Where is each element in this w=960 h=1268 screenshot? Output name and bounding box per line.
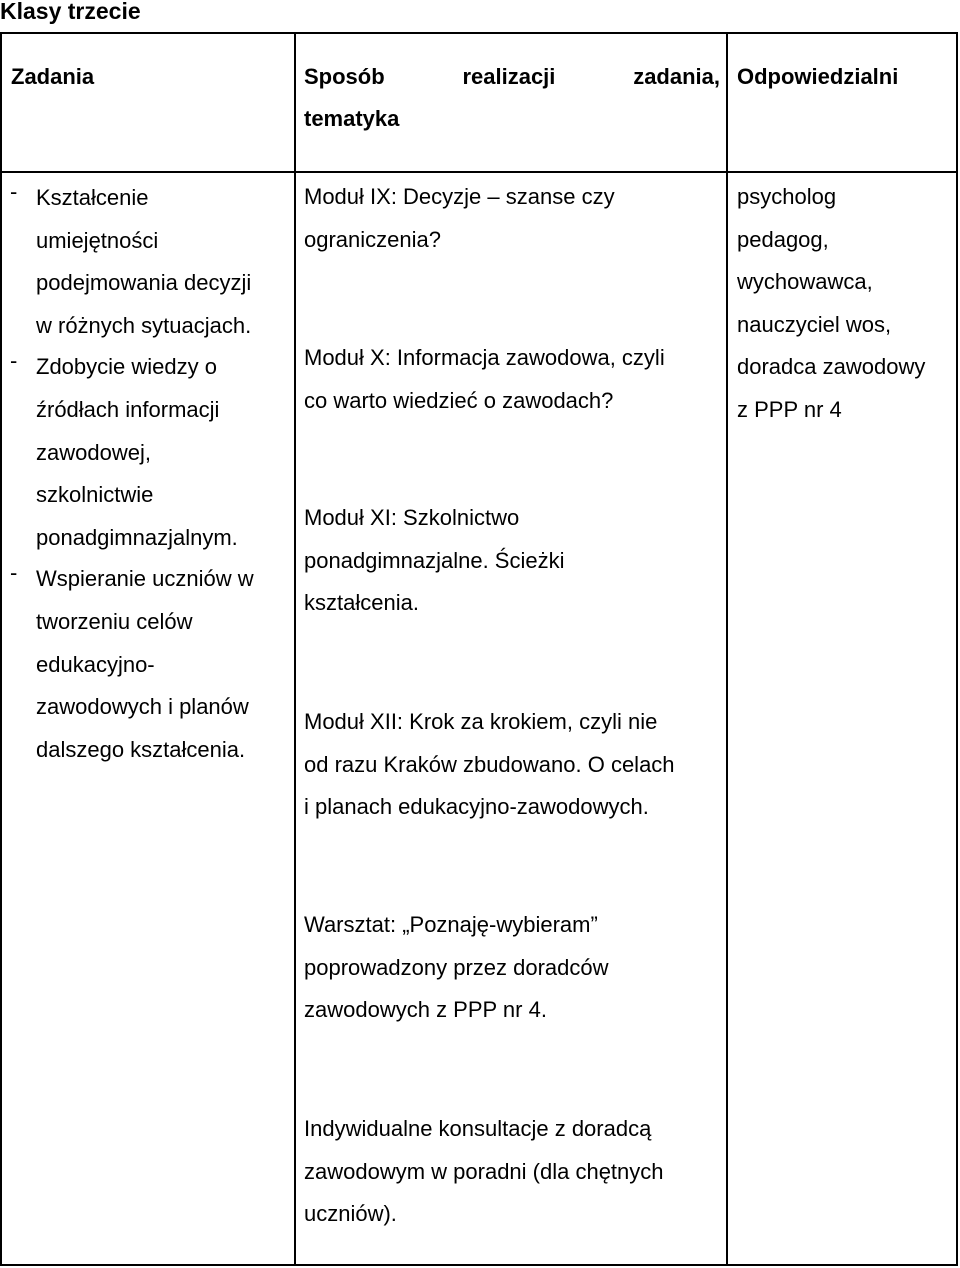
task-line: w różnych sytuacjach.: [36, 312, 252, 338]
header-method-word-2: realizacji: [462, 64, 556, 89]
workshop-line: zawodowych z PPP nr 4.: [304, 997, 547, 1023]
task-line: ponadgimnazjalnym.: [36, 524, 238, 550]
module-line: Moduł IX: Decyzje – szanse czy: [304, 184, 615, 209]
task-line: - Zdobycie wiedzy o: [36, 346, 254, 389]
task-line: - Wspieranie uczniów w: [36, 558, 254, 601]
responsible-line: wychowawca,: [737, 269, 873, 295]
individual-consultations: [304, 1108, 664, 1236]
workshop-line: Warsztat: „Poznaję-wybieram”: [304, 912, 598, 937]
responsible-cell: [737, 176, 925, 432]
task-line: źródłach informacji: [36, 396, 220, 422]
header-method: [304, 56, 720, 140]
workshop: [304, 904, 609, 1032]
responsible-line: z PPP nr 4: [737, 396, 842, 422]
bullet-dash: -: [10, 179, 18, 204]
task-line: zawodowych i planów: [36, 694, 249, 720]
column-divider-2: [726, 32, 728, 1266]
module-line: co warto wiedzieć o zawodach?: [304, 387, 614, 413]
consultation-line: uczniów).: [304, 1201, 397, 1227]
task-line: edukacyjno-: [36, 651, 155, 677]
module-line: od razu Kraków zbudowano. O celach: [304, 751, 675, 777]
module-line: Moduł XII: Krok za krokiem, czyli nie: [304, 709, 658, 734]
module-xi: [304, 497, 565, 625]
header-responsible: Odpowiedzialni: [737, 64, 899, 89]
module-line: Moduł XI: Szkolnictwo: [304, 505, 520, 530]
task-item: [10, 558, 254, 771]
module-x: [304, 337, 665, 422]
responsible-line: nauczyciel wos,: [737, 311, 892, 337]
task-item: [10, 177, 254, 347]
task-line: dalszego kształcenia.: [36, 736, 246, 762]
column-divider-1: [294, 32, 296, 1266]
module-line: i planach edukacyjno-zawodowych.: [304, 794, 649, 820]
responsible-line: pedagog,: [737, 226, 829, 252]
module-line: kształcenia.: [304, 590, 419, 616]
header-method-word-3: zadania,: [633, 64, 720, 89]
task-line: zawodowej,: [36, 439, 151, 465]
task-line: tworzeniu celów: [36, 608, 193, 634]
bullet-dash: -: [10, 560, 18, 586]
task-line: szkolnictwie: [36, 482, 154, 508]
header-tasks: Zadania: [11, 64, 95, 89]
task-line: - Kształcenie: [36, 177, 254, 220]
header-divider: [0, 171, 958, 173]
module-ix: [304, 176, 615, 261]
task-item: [10, 346, 254, 559]
module-xii: [304, 701, 675, 829]
responsible-line: psycholog: [737, 184, 837, 209]
header-method-line-2: tematyka: [304, 106, 400, 131]
consultation-line: zawodowym w poradni (dla chętnych: [304, 1158, 664, 1184]
page-title: Klasy trzecie: [0, 0, 141, 24]
module-line: ponadgimnazjalne. Ścieżki: [304, 547, 565, 573]
task-line: umiejętności: [36, 227, 159, 253]
tasks-cell: [10, 177, 254, 771]
workshop-line: poprowadzony przez doradców: [304, 954, 609, 980]
module-line: ograniczenia?: [304, 226, 441, 252]
bullet-dash: -: [10, 348, 18, 374]
responsible-line: doradca zawodowy: [737, 354, 926, 380]
task-line: podejmowania decyzji: [36, 270, 252, 296]
header-method-word-1: Sposób: [304, 64, 385, 89]
module-line: Moduł X: Informacja zawodowa, czyli: [304, 345, 665, 370]
consultation-line: Indywidualne konsultacje z doradcą: [304, 1116, 652, 1141]
